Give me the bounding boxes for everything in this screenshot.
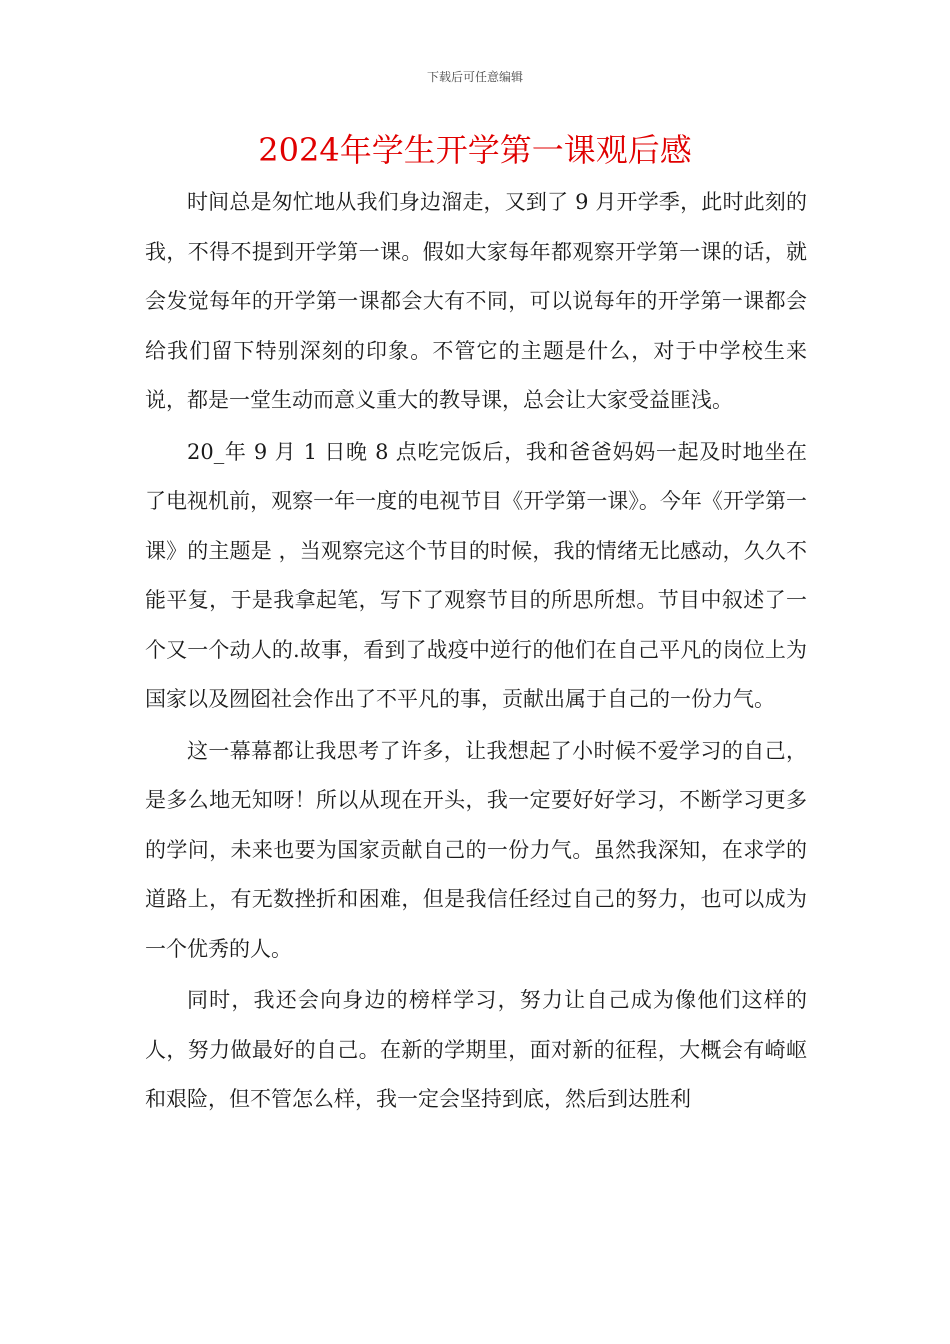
- paragraph-1: 时间总是匆忙地从我们身边溜走，又到了 9 月开学季，此时此刻的我，不得不提到开学第一课。假如大家每年都观察开学第一课的话，就会发觉每年的开学第一课都会大有不同，可以说每年的开学第一课都会给我们留下特别深刻的印象。不管它的主题是什么，对于中学校生来说，都是一堂生动而意义重大的教导课，总会让大家受益匪浅。: [145, 190, 807, 412]
- paragraph-2: 20_年 9 月 1 日晚 8 点吃完饭后，我和爸爸妈妈一起及时地坐在了电视机前，观察一年一度的电视节目《开学第一课》。今年《开学第一课》的主题是 ，当观察完这个节目的时候，我的情绪无比感动，久久不能平复，于是我拿起笔，写下了观察节目的所思所想。节目中叙述了一个又一个动人的.故事，看到了战疫中逆行的他们在自己平凡的岗位上为国家以及囫囵社会作出了不平凡的事，贡献出属于自己的一份力气。: [145, 439, 807, 711]
- header-note: 下载后可任意编辑: [426, 70, 523, 84]
- document-title: 2024年学生开学第一课观后感: [258, 131, 692, 169]
- document-body: [145, 178, 807, 1127]
- paragraph-3: 这一幕幕都让我思考了许多，让我想起了小时候不爱学习的自己，是多么地无知呀！所以从现在开头，我一定要好好学习，不断学习更多的学问，未来也要为国家贡献自己的一份力气。虽然我深知，在求学的道路上，有无数挫折和困难，但是我信任经过自己的努力，也可以成为一个优秀的人。: [145, 738, 807, 961]
- paragraph-4: 同时，我还会向身边的榜样学习，努力让自己成为像他们这样的人，努力做最好的自己。在新的学期里，面对新的征程，大概会有崎岖和艰险，但不管怎么样，我一定会坚持到底，然后到达胜利: [145, 988, 807, 1111]
